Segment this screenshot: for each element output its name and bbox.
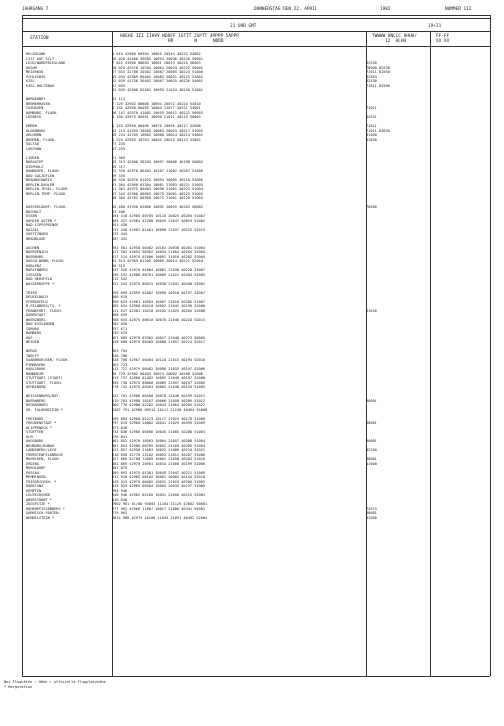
weather-values: 82530 xyxy=(366,61,377,65)
weather-values xyxy=(366,385,430,390)
weather-values: 74574 xyxy=(366,506,377,511)
top-rule-2 xyxy=(22,18,490,19)
table-row xyxy=(26,516,486,521)
observation-values: 117 502 43054 00302 10094 21004 40204 52003 xyxy=(112,250,206,254)
observation-values: 810 948 xyxy=(112,497,128,502)
observation-values: 175 444 xyxy=(112,232,128,236)
observation-values: 422 761 42980 00400 10078 21046 40199 51011 xyxy=(112,394,206,398)
col-header-station: STATION xyxy=(30,36,49,41)
station-name: BAMBERG xyxy=(26,331,42,335)
station-name: KONSTANZ xyxy=(26,484,44,488)
weather-values: 80081 xyxy=(366,439,377,443)
observation-values: 547 526 42970 01004 10061 21030 40220 53007 xyxy=(112,268,206,272)
ff-values xyxy=(430,147,460,152)
observation-values: 72 320 42970 80403 10107 21002 40207 51006 xyxy=(112,169,203,173)
col-header-ff-2: XX XX xyxy=(436,39,450,44)
observation-values: 45 400 41956 03006 10092 20025 40203 56002 xyxy=(112,205,203,209)
station-name: NUERNBERG xyxy=(26,398,46,403)
observation-values: 196 532 42966 00701 10089 21021 40204 52005 xyxy=(112,272,206,277)
ff-values xyxy=(430,237,460,242)
table-row xyxy=(26,385,486,390)
column-rule xyxy=(22,46,490,47)
station-name: FRANKFURT, FLUGH. xyxy=(26,308,63,313)
station-name: OBERSTDORF * xyxy=(26,497,52,502)
station-name: WUERZBURG xyxy=(26,317,46,322)
weather-values: 80001 xyxy=(366,398,377,403)
observation-values: 43 034 42969 60402 10083 20031 40221 51002 xyxy=(112,74,203,79)
weather-values xyxy=(366,88,430,93)
observation-values: 567 685 42970 03302 10017 21046 40223 50005 xyxy=(112,335,206,340)
report-number: NUMMER 112 xyxy=(445,7,472,12)
station-name: KAHLER ASTEN * xyxy=(26,218,57,223)
station-name: CUXHAVEN xyxy=(26,106,44,110)
station-name: MUENCHEN, FLUGH. xyxy=(26,457,61,461)
observation-values: 462 869 42970 20501 10034 21060 40199 52006 xyxy=(112,461,206,466)
station-name: BAD LIPPSPRINGE xyxy=(26,223,59,227)
table-row xyxy=(26,196,486,201)
weather-values xyxy=(366,147,430,152)
observation-values: 462 852 42970 10503 10064 21057 40208 51004 xyxy=(112,439,206,443)
station-name: FREIBURG xyxy=(26,416,44,421)
observation-values: 328 708 42967 00404 10110 21015 40194 52010 xyxy=(112,358,206,362)
observation-values: 26 020 43460 30505 10054 20036 40220 56001 xyxy=(112,56,203,61)
station-name: MEMMINGEN xyxy=(26,475,46,479)
station-name: BREMEN, FLUGH. xyxy=(26,137,57,142)
observation-values: 438 688 42975 00405 10060 21057 40214 52017 xyxy=(112,340,206,344)
observation-values: 112 727 42975 00402 10090 21033 40197 52006 xyxy=(112,367,206,371)
observation-values: 7 129 42962 00606 10094 20072 40224 53010 xyxy=(112,101,201,106)
station-name: MUEHLDORF xyxy=(26,466,46,470)
ff-values xyxy=(430,115,460,120)
station-name: LANDSBERG/LECH xyxy=(26,448,57,452)
station-name: HANNOVER, FLUGH. xyxy=(26,169,61,173)
weather-values: 80081 xyxy=(366,421,377,425)
observation-values: 3 224 42963 10703 10092 20015 40215 53002 xyxy=(112,137,201,142)
observation-values: 149 913 42975 00402 10031 21015 40206 51003 xyxy=(112,479,206,484)
observation-values: 315 737 42960 01402 10092 21040 40197 52008 xyxy=(112,376,206,380)
weather-values xyxy=(366,237,430,242)
station-name: WEIDEN xyxy=(26,340,39,344)
observation-values: 37 342 42960 00605 10079 20001 40225 52005 xyxy=(112,191,203,196)
station-name: AUGSBURG xyxy=(26,439,44,443)
station-name: LUEBECK xyxy=(26,115,42,119)
observation-values: 527 866 42780 12005 10061 21050 40204 51010 xyxy=(112,457,206,461)
observation-values: 7 022 41960 00603 10061 20014 40224 56003 xyxy=(112,61,201,65)
station-name: WASSERKUPPE * xyxy=(26,281,55,286)
station-name: STOETTEN xyxy=(26,430,44,434)
top-rule xyxy=(22,15,490,16)
observation-values: 268 655 42975 00610 10078 21046 40218 52013 xyxy=(112,317,206,322)
observation-values: 77 235 xyxy=(112,142,125,146)
observation-values: 239 675 xyxy=(112,331,128,335)
weather-values xyxy=(366,196,430,201)
station-name: OEHRINGEN xyxy=(26,385,46,389)
observation-values: 269 803 42960 01213 10117 21024 40178 51008 xyxy=(112,416,206,421)
col-header-ff: FF-FF xyxy=(436,34,450,39)
observation-values: 81 364 42960 01304 10081 21003 40221 51005 xyxy=(112,182,203,187)
observation-time: 21 UHR GMT xyxy=(230,24,257,29)
station-name: BAD HERSFELD xyxy=(26,277,52,281)
weather-values xyxy=(366,340,430,345)
weather-values: 80081 xyxy=(366,457,377,461)
station-name: ESSEN xyxy=(26,214,37,218)
station-name: DARMSTADT xyxy=(26,313,46,317)
weather-values: 81030 xyxy=(366,308,377,313)
observation-values: 337 671 xyxy=(112,326,128,331)
observation-values: 212 542 xyxy=(112,277,128,281)
header-rule xyxy=(22,31,490,32)
station-name: DIEPHOLZ xyxy=(26,164,44,169)
station-name: M.FELDBERG/TS. * xyxy=(26,304,61,308)
observation-values: 6 253 42950 00406 10070 20056 40217 52008 xyxy=(112,124,201,128)
station-name: PIRMASENS xyxy=(26,362,46,367)
right-code: 19+21 xyxy=(428,24,442,29)
observation-values: 4 131 42950 00405 10084 21077 40221 53001 xyxy=(112,106,201,110)
station-name: SCHLESWIG xyxy=(26,74,46,79)
station-name: KEMPTEN xyxy=(26,488,42,493)
station-name: SOLTAU xyxy=(26,142,39,146)
station-name: GOETTINGEN xyxy=(26,232,48,236)
observation-values: 797 815 42960 10002 10041 21029 46499 51009 xyxy=(112,421,206,425)
weather-values: 82530 xyxy=(366,79,377,83)
station-name: GR. FALKENSTEIN * xyxy=(26,407,63,412)
ff-values xyxy=(430,340,460,345)
weather-values: 81500 xyxy=(366,461,377,466)
station-name: KASSEL xyxy=(26,227,39,232)
station-name: LIST AUF SYLT xyxy=(26,56,55,61)
observation-values: 977 962 42960 11607 10017 21006 46441 55001 xyxy=(112,506,206,511)
station-name: STUTTGART, FLUGH. xyxy=(26,380,63,385)
station-name: AACHEN xyxy=(26,245,39,250)
station-name: FREUDENSTADT * xyxy=(26,421,57,425)
station-name: WEISSENBURG/BAY. xyxy=(26,394,61,398)
observation-values: 570 841 xyxy=(112,434,128,439)
observation-values: 28 025 42970 10704 10064 20034 40222 56002 xyxy=(112,65,203,70)
station-name: LINGEN xyxy=(26,155,39,160)
observation-values: 265 609 42959 01002 10090 20910 40197 53007 xyxy=(112,290,206,295)
observation-values: 366 776 42980 02202 10043 21064 40205 51022 xyxy=(112,403,206,407)
station-name: KLIPPENECK * xyxy=(26,425,52,430)
observation-values: 465 427 42964 01208 10045 21047 40019 51002 xyxy=(112,218,206,223)
station-table xyxy=(26,52,486,525)
table-row xyxy=(26,147,486,152)
observation-values: 276 742 42975 00403 10065 21048 40194 51005 xyxy=(112,385,206,389)
station-name: DEUSELBACH xyxy=(26,295,48,299)
station-name: LEUTKIRCHEN xyxy=(26,493,50,497)
weather-values: 71011 xyxy=(366,106,377,110)
weather-values: 82503 xyxy=(366,74,377,79)
observation-values: 396 738 42975 00000 10069 21057 40197 52005 xyxy=(112,380,206,385)
observation-values: 401 875 xyxy=(112,466,128,470)
station-name: FUERSTENFELDBRUCK xyxy=(26,452,63,457)
weather-values xyxy=(366,282,430,287)
station-name: BRAUNLAGE xyxy=(26,236,46,241)
weather-values: 81500 xyxy=(366,133,377,137)
observation-values: 31 045 42960 81502 10093 21034 40228 51001 xyxy=(112,88,203,92)
observation-values: 8 156 42975 00401 10090 21011 40219 50003 xyxy=(112,115,201,119)
station-name: BRAUNSCHWEIG xyxy=(26,178,52,182)
station-name: BREMERHAVEN xyxy=(26,101,50,106)
station-name: ZUGSPITZE * xyxy=(26,502,50,506)
observation-values: 96 515 xyxy=(112,263,125,268)
ff-values xyxy=(430,88,460,93)
observation-values: 363 704 xyxy=(112,349,128,353)
observation-values: 91 513 42969 01205 10069 20014 40221 52004 xyxy=(112,259,203,263)
table-row xyxy=(26,282,486,287)
station-name: FRIEDRICHSH. * xyxy=(26,479,57,484)
observation-values: 11 113 xyxy=(112,97,125,101)
observation-values: 16 147 42970 41002 10093 20011 40222 56003 xyxy=(112,110,203,115)
station-name: BAD SALZUFLEN xyxy=(26,173,55,178)
col-header-weather-2: 12 HLHH xyxy=(385,39,407,44)
station-name: REGENSBURG xyxy=(26,403,48,407)
observation-values: 409 893 42975 01301 10049 21047 40221 51009 xyxy=(112,470,206,475)
station-name: KIEL xyxy=(26,79,35,83)
station-name: BOCHOLT xyxy=(26,209,42,214)
footer-note-airports: Bei Flughäfen : Höhe = offizielle Flugplatzhöhe xyxy=(4,680,106,684)
station-name: SAARBRUECKEN, FLUGH. xyxy=(26,358,70,362)
station-name: KOBLENZ xyxy=(26,263,42,268)
station-name: COBURG xyxy=(26,326,39,331)
station-name: EMDEN xyxy=(26,124,37,128)
observation-values: 734 836 42980 00506 10045 21085 40208 51003 xyxy=(112,430,206,434)
station-name: ERDING xyxy=(26,461,39,466)
station-name: NUERBURG xyxy=(26,254,44,259)
observation-values: 518 858 42770 12102 10053 21012 40207 51006 xyxy=(112,452,206,457)
col-header-main-2: RR N NDDD xyxy=(168,39,224,44)
observation-values: 623 857 42950 21603 10032 21086 40210 51021 xyxy=(112,448,206,452)
observation-values: 319 763 42980 10107 10066 21058 40209 51012 xyxy=(112,398,206,403)
table-row xyxy=(26,115,486,120)
weather-values: 71011 xyxy=(366,124,377,128)
observation-values: 480 615 xyxy=(112,295,128,299)
observation-values: 151 430 xyxy=(112,223,128,227)
observation-values: 163 723 xyxy=(112,362,128,367)
station-name: BERUS xyxy=(26,349,37,353)
observation-values: 202 501 42950 00402 10101 20038 40201 51004 xyxy=(112,245,206,250)
group-spacer xyxy=(26,520,486,525)
report-year: 1982 xyxy=(380,7,391,12)
border-right xyxy=(490,15,491,676)
station-name: KIEL-HOLTENAU xyxy=(26,83,55,88)
table-row xyxy=(26,237,486,242)
observation-values: 17 253 xyxy=(112,146,125,151)
station-name: BERLIN-DAHLEM xyxy=(26,182,55,187)
weather-values: 81500 xyxy=(366,515,377,520)
observation-values: 12 215 41955 30505 10083 20053 40217 51002 xyxy=(112,128,203,133)
station-name: KARLSRUHE xyxy=(26,367,46,371)
observation-values: 2962 961 41/00 93603 11104 21129 47002 50001 xyxy=(112,502,208,506)
station-name: NOERVENICH xyxy=(26,250,48,254)
station-name: TWOLFY xyxy=(26,353,39,358)
observation-values: 805 634 42960 00410 10052 21041 40190 52006 xyxy=(112,304,206,308)
weather-values: 81830 xyxy=(366,137,377,142)
bottom-rule xyxy=(22,676,490,677)
observation-values: 705 946 xyxy=(112,488,128,493)
observation-values: 4 015 42960 00304 10065 20544 40222 54002 xyxy=(112,52,201,56)
observation-values: 154 410 42965 00705 10116 20025 40204 51007 xyxy=(112,214,206,218)
observation-values: 45 317 xyxy=(112,164,125,169)
observation-values: 108 639 xyxy=(112,313,128,317)
station-name: BERLIN-TEMP.-FLUGH. xyxy=(26,191,68,196)
observation-values: 17 045 xyxy=(112,83,125,88)
ff-values xyxy=(430,385,460,390)
observation-values: 346 706 xyxy=(112,353,128,358)
table-row xyxy=(26,408,486,413)
ff-values xyxy=(430,516,460,521)
col-header-weather: 7WWWW 8NCCC HHHH/ xyxy=(372,34,417,39)
weather-values xyxy=(366,408,430,413)
observation-values: 99 335 xyxy=(112,173,125,178)
station-name xyxy=(26,88,112,93)
station-name: GARMISCH-PARTEN. xyxy=(26,511,61,515)
observation-values: 282 658 xyxy=(112,322,128,326)
station-name: BAD KISSINGEN xyxy=(26,322,55,326)
observation-values: 607 452 xyxy=(112,236,128,241)
observation-values: 50 384 42762 00908 10071 21001 40226 51003 xyxy=(112,196,203,200)
weather-values: 84531 xyxy=(366,115,377,119)
observation-values: 43 313 42960 30203 10097 20006 40198 50002 xyxy=(112,160,203,164)
observation-values: 627 514 42970 01006 10091 21016 40202 52005 xyxy=(112,254,206,259)
station-name: HELGOLAND xyxy=(26,52,46,56)
observation-values: 96 729 42982 00403 10074 20002 40200 52006 xyxy=(112,371,203,376)
weather-values: 71011 83830 xyxy=(366,128,390,133)
observation-values: 27 033 42760 20402 10087 20065 40224 51000 xyxy=(112,70,203,74)
volume-label: JAHRGANG 7 xyxy=(22,7,49,12)
station-name: MANNHEIM xyxy=(26,371,44,376)
observation-values: 1307 791 42980 09512 10117 21130 40464 54008 xyxy=(112,407,208,412)
station-name: OLDENBURG xyxy=(26,128,46,133)
table-row xyxy=(26,340,486,345)
station-name: TRIER xyxy=(26,290,37,295)
observation-values: 443 929 42965 00504 10064 20033 40197 51009 xyxy=(112,484,206,488)
observation-values: 381 853 42980 00705 10052 21166 40205 51004 xyxy=(112,443,206,448)
station-name: KOELN-BONN, FLUGH. xyxy=(26,259,65,263)
station-name: NEUBURG/DONAU xyxy=(26,443,55,448)
station-name: PASSAU xyxy=(26,470,39,475)
ff-values xyxy=(430,196,460,201)
station-name: BERLIN-TEGEL, FLUGH. xyxy=(26,187,70,191)
observation-values: 49 224 42765 10603 10060 20014 40214 54001 xyxy=(112,133,203,137)
station-name: NORVATEP xyxy=(26,160,44,164)
observation-values: 111 637 42301 10410 10102 21025 40204 52008 xyxy=(112,308,206,313)
station-name: AHLHORN xyxy=(26,133,42,137)
station-name: MEIERWIK xyxy=(26,70,44,74)
station-name xyxy=(26,196,112,201)
station-name: ULM xyxy=(26,434,33,439)
station-name: MARIENBERG xyxy=(26,268,48,272)
station-name: STUTTGART (STADT) xyxy=(26,376,63,380)
table-row xyxy=(26,88,486,93)
station-name: NORDERNEY xyxy=(26,97,46,101)
station-name: HAMBURG, FLUGH. xyxy=(26,110,59,115)
station-name: HOHENPEISSENBERG * xyxy=(26,506,65,511)
observation-values: 840 948 42962 02105 10031 21050 40215 52004 xyxy=(112,493,206,497)
col-header-main: HOEHE III IIHVV NDDFF 1STTT 2SPTT 4PPPP 5APPP xyxy=(120,34,239,39)
observation-values: 1832 980 42975 10106 11045 21091 40492 52004 xyxy=(112,515,208,520)
station-name: HOF xyxy=(26,335,33,340)
observation-values: 973 818 xyxy=(112,425,128,430)
weather-values: 71011 81550 xyxy=(366,70,390,74)
station-name: DUESSELDORF, FLUGH. xyxy=(26,205,68,209)
station-name: LECK/NORDFRIESLAND xyxy=(26,61,65,65)
station-name: HUSUM xyxy=(26,65,37,70)
station-name: GIESSEN xyxy=(26,272,42,277)
observation-values: 613 910 42965 00102 10061 20002 40144 52010 xyxy=(112,475,206,479)
station-name: WENDELSTEIN * xyxy=(26,515,55,520)
observation-values: 231 438 42981 01401 10090 21037 40215 52013 xyxy=(112,227,206,232)
weather-values: 70500 xyxy=(366,205,377,209)
observation-values: 51 361 42975 00403 10090 21001 40223 51004 xyxy=(112,187,203,191)
border-left xyxy=(22,15,23,676)
observation-values: 396 625 42961 10503 10067 21016 40205 51007 xyxy=(112,299,206,304)
ff-values xyxy=(430,408,460,413)
station-name: LUECHOW xyxy=(26,146,42,151)
weather-values: 71011 83500 xyxy=(366,83,390,88)
weather-values: 70500 82530 xyxy=(366,65,390,70)
observation-values: 12 039 41750 30402 10067 20025 40226 54002 xyxy=(112,79,203,83)
weather-values: 80081 xyxy=(366,511,377,515)
observation-values: 21 305 xyxy=(112,155,125,160)
station-name: PFERDSFELD xyxy=(26,299,48,304)
weather-values: 82330 xyxy=(366,448,377,452)
observation-values: 21 406 xyxy=(112,209,125,214)
observation-values: 719 963 xyxy=(112,511,128,515)
observation-values: 921 544 42975 00915 10030 21041 40490 52002 xyxy=(112,281,206,286)
observation-values: 56 338 42970 01025 10094 20005 40218 52006 xyxy=(112,178,203,182)
ff-values xyxy=(430,282,460,287)
report-date: DONNERSTAG DEN 22. APRIL xyxy=(254,7,318,12)
footer-note-mountain: * Bergstation xyxy=(4,685,33,689)
